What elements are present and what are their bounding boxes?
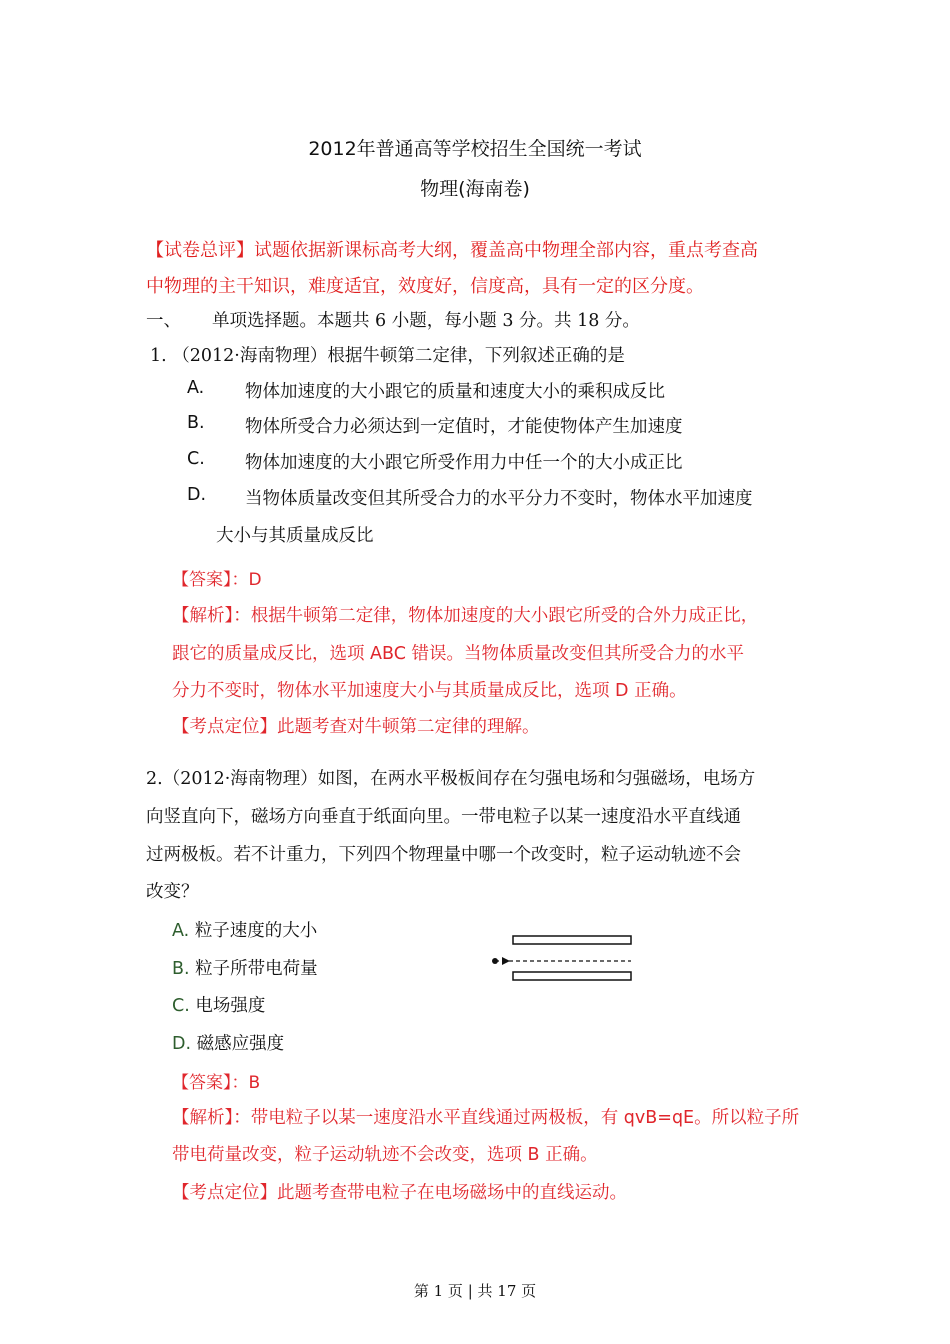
q1-option-text: 物体加速度的大小跟它的质量和速度大小的乘积成反比	[245, 382, 665, 402]
q2-option-letter: B.	[172, 959, 190, 979]
q2-answer: 【答案】：B	[172, 1073, 261, 1093]
velocity-arrow-icon	[502, 957, 510, 965]
q2-analysis-line: 【解析】：带电粒子以某一速度沿水平直线通过两极板，有 qvB=qE。所以粒子所	[172, 1108, 800, 1128]
q2-analysis-line: 带电荷量改变，粒子运动轨迹不会改变，选项 B 正确。	[172, 1145, 598, 1165]
page-footer: 第 1 页 | 共 17 页	[413, 1282, 537, 1300]
q2-point: 【考点定位】此题考查带电粒子在电场磁场中的直线运动。	[172, 1183, 627, 1203]
q2-option-text: 粒子所带电荷量	[195, 959, 318, 979]
section-number: 一、	[146, 311, 181, 331]
q2-stem-line: 改变？	[146, 882, 199, 902]
q2-option-text: 粒子速度的大小	[194, 921, 318, 941]
q1-analysis-line: 【解析】：根据牛顿第二定律，物体加速度的大小跟它所受的合外力成正比，	[172, 606, 759, 626]
q1-answer: 【答案】：D	[172, 570, 262, 590]
q1-option-letter: A.	[187, 378, 205, 398]
q2-stem-line: 向竖直向下，磁场方向垂直于纸面向里。一带电粒子以某一速度沿水平直线通	[146, 807, 741, 827]
lower-plate	[513, 972, 631, 980]
review-line-2: 中物理的主干知识，难度适宜，效度好，信度高，具有一定的区分度。	[146, 276, 704, 297]
q1-option-text: 物体所受合力必须达到一定值时，才能使物体产生加速度	[245, 417, 683, 437]
q2-option-letter: D.	[172, 1034, 192, 1054]
review-line-1: 【试卷总评】试题依据新课标高考大纲，覆盖高中物理全部内容，重点考查高	[146, 240, 758, 261]
q1-option-d-continued: 大小与其质量成反比	[216, 526, 374, 546]
q1-analysis-line: 分力不变时，物体水平加速度大小与其质量成反比，选项 D 正确。	[172, 681, 687, 701]
q1-option-text: 物体加速度的大小跟它所受作用力中任一个的大小成正比	[245, 453, 683, 473]
q1-option-letter: C.	[187, 449, 205, 469]
q1-stem: 1. （2012·海南物理）根据牛顿第二定律，下列叙述正确的是	[150, 346, 625, 366]
q2-option-letter: A.	[172, 921, 190, 941]
q1-option-text: 当物体质量改变但其所受合力的水平分力不变时，物体水平加速度	[245, 489, 753, 509]
exam-title: 2012年普通高等学校招生全国统一考试	[308, 138, 642, 160]
q2-stem-line: 2.（2012·海南物理）如图，在两水平极板间存在匀强电场和匀强磁场，电场方	[146, 769, 756, 789]
upper-plate	[513, 936, 631, 944]
q1-option-letter: D.	[187, 485, 207, 505]
q2-option-letter: C.	[172, 996, 190, 1016]
exam-subtitle: 物理(海南卷)	[420, 178, 530, 200]
capacitor-plates-diagram	[488, 932, 638, 984]
q2-option-text: 磁感应强度	[196, 1034, 285, 1054]
q1-point: 【考点定位】此题考查对牛顿第二定律的理解。	[172, 717, 540, 737]
charged-particle	[492, 958, 498, 964]
q2-stem-line: 过两极板。若不计重力，下列四个物理量中哪一个改变时，粒子运动轨迹不会	[146, 845, 741, 865]
q1-analysis-line: 跟它的质量成反比，选项 ABC 错误。当物体质量改变但其所受合力的水平	[172, 644, 745, 664]
q2-option-text: 电场强度	[195, 996, 266, 1016]
section-heading: 单项选择题。本题共 6 小题，每小题 3 分。共 18 分。	[212, 311, 640, 331]
q1-option-letter: B.	[187, 413, 205, 433]
